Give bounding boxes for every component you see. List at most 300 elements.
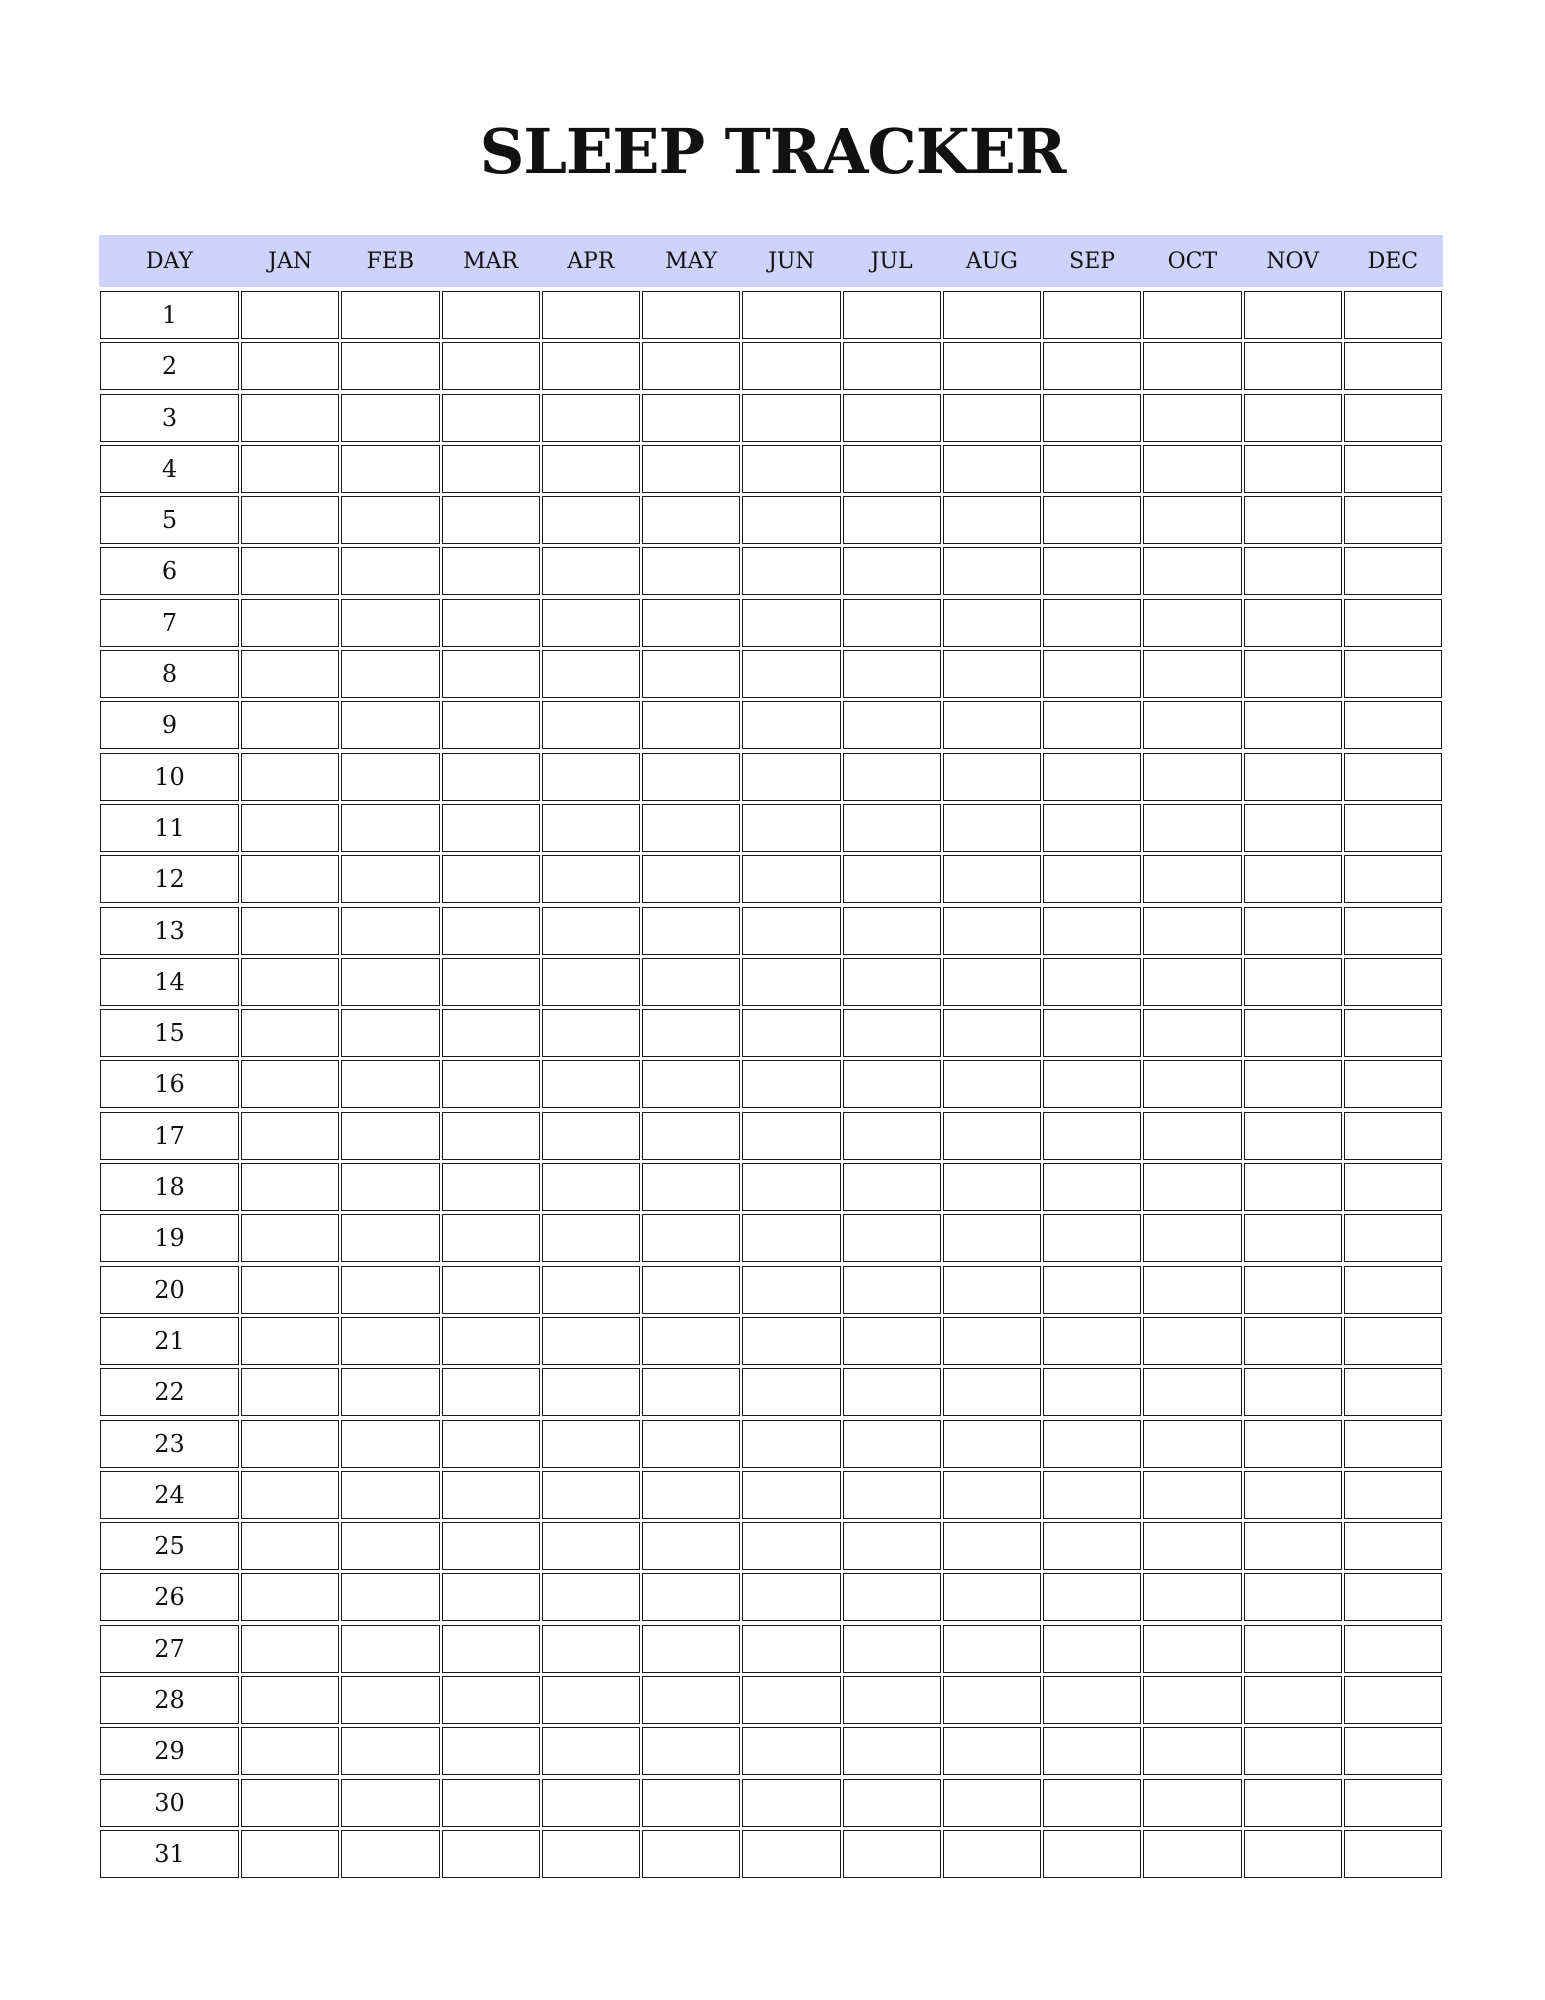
entry-cell-sep[interactable] — [1042, 804, 1142, 852]
entry-box[interactable] — [642, 650, 740, 698]
entry-cell-nov[interactable] — [1243, 599, 1343, 647]
entry-cell-jul[interactable] — [842, 1368, 942, 1416]
entry-box[interactable] — [742, 1163, 840, 1211]
entry-cell-jul[interactable] — [842, 496, 942, 544]
entry-cell-may[interactable] — [641, 804, 741, 852]
entry-box[interactable] — [642, 804, 740, 852]
entry-box[interactable] — [1244, 1060, 1342, 1108]
entry-cell-oct[interactable] — [1142, 394, 1242, 442]
entry-box[interactable] — [341, 753, 439, 801]
entry-cell-aug[interactable] — [942, 1060, 1042, 1108]
entry-box[interactable] — [642, 701, 740, 749]
entry-box[interactable] — [542, 547, 640, 595]
entry-box[interactable] — [341, 547, 439, 595]
entry-box[interactable] — [241, 1317, 339, 1365]
entry-box[interactable] — [843, 1779, 941, 1827]
entry-box[interactable] — [341, 1317, 439, 1365]
entry-cell-apr[interactable] — [541, 1471, 641, 1519]
entry-cell-mar[interactable] — [441, 958, 541, 1006]
entry-box[interactable] — [542, 1214, 640, 1262]
entry-box[interactable] — [1244, 1573, 1342, 1621]
entry-box[interactable] — [742, 547, 840, 595]
entry-box[interactable] — [1344, 342, 1442, 390]
entry-cell-nov[interactable] — [1243, 1573, 1343, 1621]
entry-box[interactable] — [642, 1420, 740, 1468]
entry-box[interactable] — [843, 1676, 941, 1724]
entry-box[interactable] — [642, 496, 740, 544]
entry-cell-sep[interactable] — [1042, 958, 1142, 1006]
entry-box[interactable] — [1143, 1471, 1241, 1519]
entry-box[interactable] — [341, 599, 439, 647]
entry-box[interactable] — [843, 1625, 941, 1673]
entry-box[interactable] — [1244, 753, 1342, 801]
entry-cell-may[interactable] — [641, 1368, 741, 1416]
entry-box[interactable] — [1244, 1727, 1342, 1775]
entry-box[interactable] — [843, 1060, 941, 1108]
entry-cell-may[interactable] — [641, 753, 741, 801]
entry-cell-dec[interactable] — [1343, 1676, 1443, 1724]
entry-box[interactable] — [1043, 701, 1141, 749]
entry-box[interactable] — [843, 907, 941, 955]
entry-box[interactable] — [1043, 291, 1141, 339]
entry-cell-sep[interactable] — [1042, 1163, 1142, 1211]
entry-box[interactable] — [843, 394, 941, 442]
entry-cell-aug[interactable] — [942, 753, 1042, 801]
entry-cell-mar[interactable] — [441, 1420, 541, 1468]
entry-box[interactable] — [843, 1830, 941, 1878]
entry-cell-jan[interactable] — [240, 1471, 340, 1519]
entry-box[interactable] — [843, 1163, 941, 1211]
entry-cell-jan[interactable] — [240, 1676, 340, 1724]
entry-cell-feb[interactable] — [340, 701, 440, 749]
entry-box[interactable] — [542, 958, 640, 1006]
entry-box[interactable] — [642, 1368, 740, 1416]
entry-cell-may[interactable] — [641, 291, 741, 339]
entry-cell-feb[interactable] — [340, 496, 440, 544]
entry-box[interactable] — [1043, 958, 1141, 1006]
entry-cell-jan[interactable] — [240, 445, 340, 493]
entry-box[interactable] — [642, 1625, 740, 1673]
entry-cell-mar[interactable] — [441, 547, 541, 595]
entry-box[interactable] — [943, 1317, 1041, 1365]
entry-cell-jul[interactable] — [842, 907, 942, 955]
entry-cell-apr[interactable] — [541, 804, 641, 852]
entry-box[interactable] — [1143, 907, 1241, 955]
entry-cell-apr[interactable] — [541, 1830, 641, 1878]
entry-cell-oct[interactable] — [1142, 1266, 1242, 1314]
entry-box[interactable] — [341, 291, 439, 339]
entry-box[interactable] — [642, 1009, 740, 1057]
entry-box[interactable] — [1244, 599, 1342, 647]
entry-cell-dec[interactable] — [1343, 1317, 1443, 1365]
entry-cell-oct[interactable] — [1142, 1573, 1242, 1621]
entry-cell-may[interactable] — [641, 1779, 741, 1827]
entry-cell-jun[interactable] — [741, 650, 841, 698]
entry-cell-jun[interactable] — [741, 1368, 841, 1416]
entry-cell-may[interactable] — [641, 650, 741, 698]
entry-cell-oct[interactable] — [1142, 1214, 1242, 1262]
entry-cell-jul[interactable] — [842, 1214, 942, 1262]
entry-box[interactable] — [542, 1266, 640, 1314]
entry-box[interactable] — [442, 855, 540, 903]
entry-cell-mar[interactable] — [441, 1471, 541, 1519]
entry-box[interactable] — [542, 1522, 640, 1570]
entry-box[interactable] — [1143, 650, 1241, 698]
entry-cell-nov[interactable] — [1243, 496, 1343, 544]
entry-box[interactable] — [1043, 1420, 1141, 1468]
entry-cell-feb[interactable] — [340, 1163, 440, 1211]
entry-box[interactable] — [241, 394, 339, 442]
entry-cell-mar[interactable] — [441, 1727, 541, 1775]
entry-box[interactable] — [341, 1779, 439, 1827]
entry-cell-apr[interactable] — [541, 1266, 641, 1314]
entry-box[interactable] — [1244, 445, 1342, 493]
entry-box[interactable] — [1143, 1317, 1241, 1365]
entry-cell-dec[interactable] — [1343, 958, 1443, 1006]
entry-cell-jun[interactable] — [741, 1060, 841, 1108]
entry-box[interactable] — [1344, 1830, 1442, 1878]
entry-cell-apr[interactable] — [541, 1317, 641, 1365]
entry-cell-jun[interactable] — [741, 394, 841, 442]
entry-box[interactable] — [542, 291, 640, 339]
entry-cell-nov[interactable] — [1243, 804, 1343, 852]
entry-cell-nov[interactable] — [1243, 907, 1343, 955]
entry-cell-oct[interactable] — [1142, 599, 1242, 647]
entry-cell-sep[interactable] — [1042, 1573, 1142, 1621]
entry-cell-aug[interactable] — [942, 1727, 1042, 1775]
entry-cell-sep[interactable] — [1042, 1779, 1142, 1827]
entry-cell-may[interactable] — [641, 547, 741, 595]
entry-box[interactable] — [742, 1112, 840, 1160]
entry-cell-sep[interactable] — [1042, 907, 1142, 955]
entry-cell-oct[interactable] — [1142, 1420, 1242, 1468]
entry-cell-oct[interactable] — [1142, 804, 1242, 852]
entry-cell-dec[interactable] — [1343, 753, 1443, 801]
entry-box[interactable] — [442, 1522, 540, 1570]
entry-cell-jul[interactable] — [842, 1060, 942, 1108]
entry-box[interactable] — [943, 1625, 1041, 1673]
entry-cell-sep[interactable] — [1042, 1009, 1142, 1057]
entry-box[interactable] — [442, 753, 540, 801]
entry-box[interactable] — [1043, 547, 1141, 595]
entry-cell-mar[interactable] — [441, 445, 541, 493]
entry-box[interactable] — [1143, 1727, 1241, 1775]
entry-box[interactable] — [742, 1727, 840, 1775]
entry-box[interactable] — [943, 445, 1041, 493]
entry-box[interactable] — [1244, 1112, 1342, 1160]
entry-box[interactable] — [642, 1779, 740, 1827]
entry-cell-jan[interactable] — [240, 1830, 340, 1878]
entry-box[interactable] — [742, 1625, 840, 1673]
entry-cell-jan[interactable] — [240, 1368, 340, 1416]
entry-box[interactable] — [1043, 342, 1141, 390]
entry-cell-sep[interactable] — [1042, 650, 1142, 698]
entry-box[interactable] — [442, 1266, 540, 1314]
entry-cell-jun[interactable] — [741, 547, 841, 595]
entry-box[interactable] — [843, 547, 941, 595]
entry-cell-jan[interactable] — [240, 1625, 340, 1673]
entry-cell-oct[interactable] — [1142, 1060, 1242, 1108]
entry-box[interactable] — [943, 599, 1041, 647]
entry-cell-jul[interactable] — [842, 1317, 942, 1365]
entry-cell-nov[interactable] — [1243, 1522, 1343, 1570]
entry-box[interactable] — [1143, 1420, 1241, 1468]
entry-cell-nov[interactable] — [1243, 1471, 1343, 1519]
entry-box[interactable] — [843, 496, 941, 544]
entry-cell-sep[interactable] — [1042, 1060, 1142, 1108]
entry-box[interactable] — [1043, 1317, 1141, 1365]
entry-cell-jun[interactable] — [741, 291, 841, 339]
entry-box[interactable] — [1244, 958, 1342, 1006]
entry-box[interactable] — [241, 1112, 339, 1160]
entry-box[interactable] — [742, 1676, 840, 1724]
entry-box[interactable] — [542, 1368, 640, 1416]
entry-cell-jul[interactable] — [842, 394, 942, 442]
entry-box[interactable] — [742, 1368, 840, 1416]
entry-cell-may[interactable] — [641, 1522, 741, 1570]
entry-box[interactable] — [542, 394, 640, 442]
entry-cell-apr[interactable] — [541, 342, 641, 390]
entry-box[interactable] — [1143, 1779, 1241, 1827]
entry-box[interactable] — [442, 1676, 540, 1724]
entry-box[interactable] — [442, 1779, 540, 1827]
entry-cell-may[interactable] — [641, 1573, 741, 1621]
entry-cell-aug[interactable] — [942, 394, 1042, 442]
entry-cell-aug[interactable] — [942, 342, 1042, 390]
entry-box[interactable] — [241, 291, 339, 339]
entry-cell-oct[interactable] — [1142, 496, 1242, 544]
entry-cell-sep[interactable] — [1042, 1471, 1142, 1519]
entry-cell-may[interactable] — [641, 1830, 741, 1878]
entry-cell-jan[interactable] — [240, 1009, 340, 1057]
entry-cell-apr[interactable] — [541, 1522, 641, 1570]
entry-cell-nov[interactable] — [1243, 958, 1343, 1006]
entry-cell-apr[interactable] — [541, 445, 641, 493]
entry-box[interactable] — [542, 650, 640, 698]
entry-box[interactable] — [1043, 753, 1141, 801]
entry-cell-dec[interactable] — [1343, 907, 1443, 955]
entry-cell-jan[interactable] — [240, 394, 340, 442]
entry-box[interactable] — [341, 1727, 439, 1775]
entry-cell-nov[interactable] — [1243, 1830, 1343, 1878]
entry-cell-mar[interactable] — [441, 1317, 541, 1365]
entry-box[interactable] — [341, 855, 439, 903]
entry-cell-may[interactable] — [641, 1009, 741, 1057]
entry-cell-dec[interactable] — [1343, 1779, 1443, 1827]
entry-cell-feb[interactable] — [340, 1727, 440, 1775]
entry-cell-aug[interactable] — [942, 1573, 1042, 1621]
entry-box[interactable] — [1143, 1266, 1241, 1314]
entry-cell-jun[interactable] — [741, 804, 841, 852]
entry-cell-oct[interactable] — [1142, 547, 1242, 595]
entry-cell-oct[interactable] — [1142, 1368, 1242, 1416]
entry-cell-jul[interactable] — [842, 1266, 942, 1314]
entry-box[interactable] — [642, 1266, 740, 1314]
entry-cell-may[interactable] — [641, 1163, 741, 1211]
entry-box[interactable] — [542, 1676, 640, 1724]
entry-cell-sep[interactable] — [1042, 1420, 1142, 1468]
entry-box[interactable] — [1244, 1214, 1342, 1262]
entry-cell-jun[interactable] — [741, 1471, 841, 1519]
entry-cell-oct[interactable] — [1142, 650, 1242, 698]
entry-cell-oct[interactable] — [1142, 958, 1242, 1006]
entry-cell-may[interactable] — [641, 342, 741, 390]
entry-box[interactable] — [642, 1060, 740, 1108]
entry-cell-jul[interactable] — [842, 1625, 942, 1673]
entry-cell-apr[interactable] — [541, 907, 641, 955]
entry-box[interactable] — [241, 1214, 339, 1262]
entry-box[interactable] — [1344, 1060, 1442, 1108]
entry-cell-may[interactable] — [641, 1420, 741, 1468]
entry-box[interactable] — [943, 1266, 1041, 1314]
entry-box[interactable] — [943, 650, 1041, 698]
entry-box[interactable] — [1143, 1573, 1241, 1621]
entry-box[interactable] — [843, 599, 941, 647]
entry-cell-sep[interactable] — [1042, 445, 1142, 493]
entry-box[interactable] — [442, 1368, 540, 1416]
entry-cell-feb[interactable] — [340, 1009, 440, 1057]
entry-cell-aug[interactable] — [942, 650, 1042, 698]
entry-cell-aug[interactable] — [942, 958, 1042, 1006]
entry-box[interactable] — [843, 1317, 941, 1365]
entry-cell-nov[interactable] — [1243, 1625, 1343, 1673]
entry-box[interactable] — [542, 753, 640, 801]
entry-cell-dec[interactable] — [1343, 1112, 1443, 1160]
entry-cell-jan[interactable] — [240, 650, 340, 698]
entry-box[interactable] — [1244, 496, 1342, 544]
entry-cell-sep[interactable] — [1042, 1676, 1142, 1724]
entry-cell-jul[interactable] — [842, 958, 942, 1006]
entry-cell-feb[interactable] — [340, 855, 440, 903]
entry-cell-jul[interactable] — [842, 701, 942, 749]
entry-box[interactable] — [943, 804, 1041, 852]
entry-cell-nov[interactable] — [1243, 1420, 1343, 1468]
entry-box[interactable] — [341, 1625, 439, 1673]
entry-box[interactable] — [442, 445, 540, 493]
entry-cell-apr[interactable] — [541, 1625, 641, 1673]
entry-box[interactable] — [1143, 1214, 1241, 1262]
entry-cell-apr[interactable] — [541, 1214, 641, 1262]
entry-cell-aug[interactable] — [942, 445, 1042, 493]
entry-box[interactable] — [1344, 1214, 1442, 1262]
entry-cell-mar[interactable] — [441, 804, 541, 852]
entry-cell-mar[interactable] — [441, 753, 541, 801]
entry-cell-jul[interactable] — [842, 1471, 942, 1519]
entry-box[interactable] — [1344, 445, 1442, 493]
entry-cell-aug[interactable] — [942, 1522, 1042, 1570]
entry-cell-feb[interactable] — [340, 1676, 440, 1724]
entry-box[interactable] — [1043, 804, 1141, 852]
entry-cell-jul[interactable] — [842, 1727, 942, 1775]
entry-box[interactable] — [1043, 1779, 1141, 1827]
entry-box[interactable] — [1143, 701, 1241, 749]
entry-cell-feb[interactable] — [340, 1522, 440, 1570]
entry-cell-aug[interactable] — [942, 701, 1042, 749]
entry-box[interactable] — [542, 445, 640, 493]
entry-cell-mar[interactable] — [441, 1266, 541, 1314]
entry-box[interactable] — [341, 1060, 439, 1108]
entry-box[interactable] — [742, 291, 840, 339]
entry-box[interactable] — [843, 1266, 941, 1314]
entry-box[interactable] — [1043, 1522, 1141, 1570]
entry-box[interactable] — [442, 1830, 540, 1878]
entry-box[interactable] — [542, 1060, 640, 1108]
entry-cell-jul[interactable] — [842, 291, 942, 339]
entry-cell-oct[interactable] — [1142, 1727, 1242, 1775]
entry-box[interactable] — [241, 1471, 339, 1519]
entry-cell-aug[interactable] — [942, 855, 1042, 903]
entry-box[interactable] — [1143, 753, 1241, 801]
entry-box[interactable] — [341, 1522, 439, 1570]
entry-box[interactable] — [1244, 1163, 1342, 1211]
entry-box[interactable] — [843, 1112, 941, 1160]
entry-cell-feb[interactable] — [340, 1471, 440, 1519]
entry-box[interactable] — [542, 599, 640, 647]
entry-box[interactable] — [642, 342, 740, 390]
entry-box[interactable] — [1244, 1317, 1342, 1365]
entry-box[interactable] — [742, 753, 840, 801]
entry-cell-jan[interactable] — [240, 701, 340, 749]
entry-cell-apr[interactable] — [541, 1727, 641, 1775]
entry-cell-feb[interactable] — [340, 753, 440, 801]
entry-cell-jun[interactable] — [741, 907, 841, 955]
entry-box[interactable] — [442, 907, 540, 955]
entry-cell-oct[interactable] — [1142, 701, 1242, 749]
entry-cell-sep[interactable] — [1042, 1112, 1142, 1160]
entry-cell-apr[interactable] — [541, 496, 641, 544]
entry-cell-jun[interactable] — [741, 1009, 841, 1057]
entry-cell-nov[interactable] — [1243, 650, 1343, 698]
entry-box[interactable] — [1344, 855, 1442, 903]
entry-cell-sep[interactable] — [1042, 1625, 1142, 1673]
entry-cell-sep[interactable] — [1042, 496, 1142, 544]
entry-cell-aug[interactable] — [942, 1009, 1042, 1057]
entry-cell-aug[interactable] — [942, 1471, 1042, 1519]
entry-box[interactable] — [742, 1060, 840, 1108]
entry-cell-sep[interactable] — [1042, 1266, 1142, 1314]
entry-cell-nov[interactable] — [1243, 1317, 1343, 1365]
entry-box[interactable] — [1344, 1112, 1442, 1160]
entry-cell-jun[interactable] — [741, 496, 841, 544]
entry-cell-feb[interactable] — [340, 394, 440, 442]
entry-cell-sep[interactable] — [1042, 394, 1142, 442]
entry-box[interactable] — [843, 804, 941, 852]
entry-cell-feb[interactable] — [340, 1368, 440, 1416]
entry-box[interactable] — [943, 1214, 1041, 1262]
entry-box[interactable] — [1344, 1625, 1442, 1673]
entry-cell-nov[interactable] — [1243, 1214, 1343, 1262]
entry-cell-aug[interactable] — [942, 1779, 1042, 1827]
entry-box[interactable] — [1043, 1163, 1141, 1211]
entry-cell-oct[interactable] — [1142, 1112, 1242, 1160]
entry-cell-feb[interactable] — [340, 1214, 440, 1262]
entry-box[interactable] — [742, 650, 840, 698]
entry-box[interactable] — [341, 958, 439, 1006]
entry-box[interactable] — [241, 753, 339, 801]
entry-box[interactable] — [642, 291, 740, 339]
entry-cell-feb[interactable] — [340, 1573, 440, 1621]
entry-cell-jun[interactable] — [741, 701, 841, 749]
entry-box[interactable] — [442, 1727, 540, 1775]
entry-cell-jul[interactable] — [842, 650, 942, 698]
entry-cell-jan[interactable] — [240, 804, 340, 852]
entry-box[interactable] — [1344, 1676, 1442, 1724]
entry-cell-jul[interactable] — [842, 342, 942, 390]
entry-box[interactable] — [843, 291, 941, 339]
entry-cell-may[interactable] — [641, 958, 741, 1006]
entry-box[interactable] — [642, 1214, 740, 1262]
entry-box[interactable] — [943, 547, 1041, 595]
